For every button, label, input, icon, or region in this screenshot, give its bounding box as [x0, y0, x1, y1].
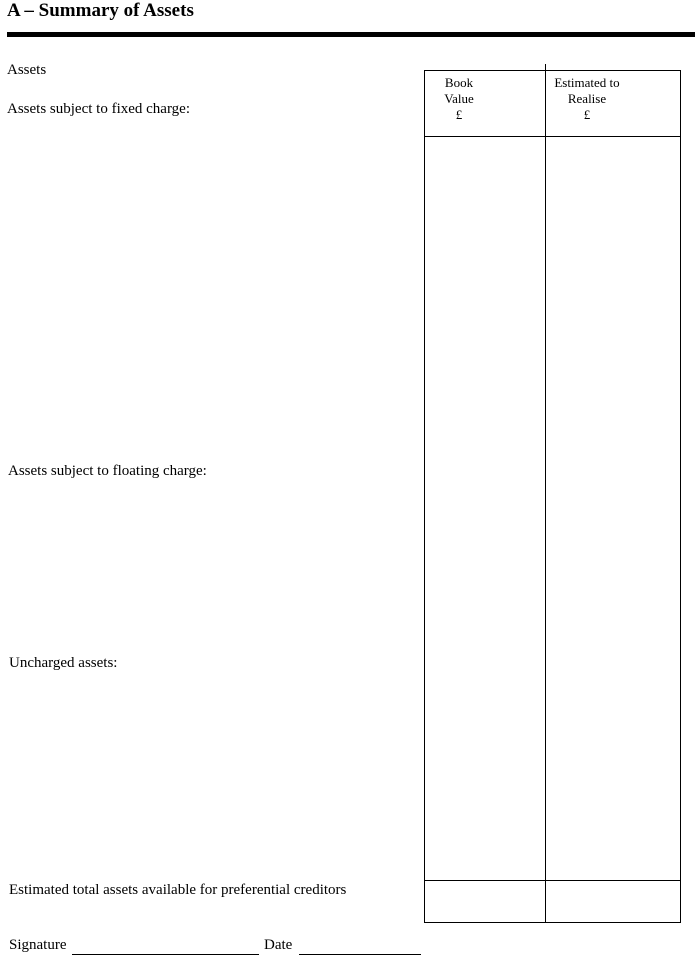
book-value-header-currency: £ — [455, 107, 463, 122]
estimated-total-cell[interactable] — [546, 881, 679, 921]
date-label: Date — [264, 937, 293, 953]
total-assets-label: Estimated total assets available for preferential creditors — [9, 882, 347, 898]
assets-label: Assets — [7, 62, 47, 78]
estimated-header-line1: Estimated to — [554, 75, 620, 90]
signature-line[interactable] — [72, 954, 259, 955]
signature-label: Signature — [9, 937, 67, 953]
book-value-header — [425, 75, 493, 123]
floating-charge-label: Assets subject to floating charge: — [8, 463, 207, 479]
uncharged-label: Uncharged assets: — [9, 655, 118, 671]
table-bottom-border — [424, 922, 681, 923]
book-value-header-line2: Value — [444, 91, 474, 106]
table-top-border — [424, 70, 681, 71]
date-line[interactable] — [299, 954, 421, 955]
book-value-total-cell[interactable] — [425, 881, 544, 921]
estimated-header-currency: £ — [583, 107, 591, 122]
form-title: A – Summary of Assets — [7, 0, 194, 21]
fixed-charge-label: Assets subject to fixed charge: — [7, 101, 191, 117]
estimated-realise-header — [546, 75, 628, 123]
estimated-header-line2: Realise — [567, 91, 607, 106]
book-value-cell[interactable] — [425, 137, 544, 879]
table-right-border — [680, 70, 681, 923]
estimated-realise-cell[interactable] — [546, 137, 679, 879]
book-value-header-line1: Book — [444, 75, 474, 90]
title-rule — [7, 32, 695, 37]
